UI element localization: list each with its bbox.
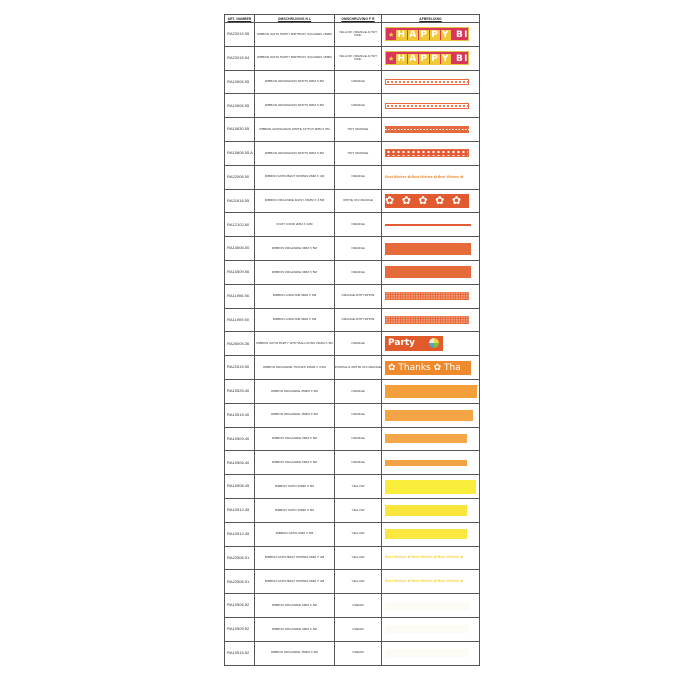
description-cell: RIBBON SATIN 9MM X 5M: [255, 522, 335, 546]
colour-cell: YELLOW, ORANGE & HOT PINK: [335, 46, 382, 70]
colour-cell: ORANGE: [335, 94, 382, 118]
ribbon-image-cell: [382, 165, 480, 189]
colour-cell: YELLOW: [335, 570, 382, 594]
ribbon-image-cell: [382, 332, 480, 356]
art-number-cell: RA10630.55: [225, 118, 255, 142]
table-row: [225, 308, 480, 332]
header-row: [225, 15, 480, 23]
colour-cell: ORANGE WITH WHITE: [335, 308, 382, 332]
art-number-cell: RA10509.52: [225, 617, 255, 641]
description-cell: RIBBON SATIN 25MM X 5M: [255, 475, 335, 499]
colour-cell: ORANGE: [335, 332, 382, 356]
colour-cell: ORANGE: [335, 260, 382, 284]
description-cell: RIBBON ORGANDIE THANKS 15MM X 3.5M: [255, 356, 335, 380]
art-number-cell: RA11906.56: [225, 284, 255, 308]
colour-cell: CREAM: [335, 594, 382, 618]
description-cell: RIBBON ORGANDIE 9MM X 5M: [255, 427, 335, 451]
art-number-cell: RA21615.50: [225, 356, 255, 380]
ribbon-image-cell: [382, 617, 480, 641]
ribbon-solid-image: [385, 505, 467, 516]
description-cell: RIBBON ORGANDIE 6MM X 5M: [255, 451, 335, 475]
art-number-cell: RA22506.51: [225, 570, 255, 594]
ribbon-spots-image: [385, 103, 469, 109]
ribbon-solid-image: [385, 460, 467, 466]
art-number-cell: RA10606.55 A: [225, 141, 255, 165]
art-number-cell: RA22506.50: [225, 165, 255, 189]
colour-cell: ORANGE: [335, 379, 382, 403]
ribbon-image-cell: [382, 522, 480, 546]
table-row: [225, 570, 480, 594]
description-cell: RIBBON SATIN BEST WISHES 6MM X 4M: [255, 546, 335, 570]
colour-cell: ORANGE: [335, 451, 382, 475]
ribbon-image-cell: [382, 427, 480, 451]
art-number-cell: RA21616.55: [225, 189, 255, 213]
description-cell: RIBBON ORGANDIE DAISY 15MM X 3.5M: [255, 189, 335, 213]
table-row: [225, 165, 480, 189]
ribbon-cream-image: [385, 625, 469, 633]
table-row: [225, 70, 480, 94]
description-cell: RIBBON GINGHAM 9MM X 5M: [255, 284, 335, 308]
ribbon-image-cell: [382, 594, 480, 618]
description-cell: KNOT CORD 2MM X 10M: [255, 213, 335, 237]
ribbon-image-cell: [382, 260, 480, 284]
art-number-cell: RA10506.52: [225, 594, 255, 618]
description-cell: RIBBON SATIN BEST WISHES 6MM X 4M: [255, 570, 335, 594]
colour-cell: ORANGE: [335, 427, 382, 451]
ribbon-image-cell: [382, 308, 480, 332]
table-row: [225, 475, 480, 499]
description-cell: RIBBON ORGANDIE 15MM X 5M: [255, 641, 335, 665]
table-row: [225, 451, 480, 475]
description-cell: RIBBON ORGANDIE 15MM X 5M: [255, 403, 335, 427]
colour-cell: HOT ORANGE: [335, 141, 382, 165]
ribbon-gingham-image: [385, 316, 469, 324]
art-number-cell: RA26005.36: [225, 332, 255, 356]
table-row: [225, 94, 480, 118]
ribbon-happy-birthday-image: ★ H A P P Y BI: [385, 27, 469, 41]
description-cell: RIBBON GROSGRAIN SPOTS 9MM X 5M: [255, 141, 335, 165]
knot-cord-image: [385, 224, 471, 227]
art-number-cell: RA10512.45: [225, 498, 255, 522]
ribbon-solid-image: [385, 529, 467, 539]
table-row: [225, 546, 480, 570]
colour-cell: ORANGE: [335, 237, 382, 261]
table-row: [225, 498, 480, 522]
header-image: AFBEELDING: [382, 15, 480, 23]
table-row: [225, 189, 480, 213]
balloon-icon: [429, 338, 439, 348]
description-cell: RIBBON GROSGRAIN WHITE STITCH 9MM X 5M: [255, 118, 335, 142]
table-row: [225, 594, 480, 618]
description-cell: RIBBON ORGANDIE 9MM X 5M: [255, 617, 335, 641]
ribbon-happy-birthday-image: ★ H A P P Y BI: [385, 51, 469, 65]
table-row: [225, 118, 480, 142]
description-cell: RIBBON SATIN HAPPY BIRTHDAY SQUARES 15MM: [255, 46, 335, 70]
ribbon-daisy-image: ✿ ✿ ✿ ✿ ✿ ✿: [385, 193, 480, 207]
description-cell: RIBBON GROSGRAIN SPOTS 9MM X 5M: [255, 94, 335, 118]
description-cell: RIBBON SATIN PARTY WITH BALLOONS 15MM X 3M: [255, 332, 335, 356]
star-icon: ★: [388, 55, 396, 64]
ribbon-spots-image: [385, 79, 469, 85]
colour-cell: WHITE ON ORANGE: [335, 189, 382, 213]
header-art-number: ART. NUMBER: [225, 15, 255, 23]
ribbon-solid-image: [385, 385, 477, 398]
ribbon-image-cell: [382, 213, 480, 237]
ribbon-image-cell: [382, 141, 480, 165]
table-row: [225, 356, 480, 380]
ribbon-party-text: Party: [388, 338, 416, 349]
description-cell: RIBBON GROSGRAIN SPOTS 6MM X 5M: [255, 70, 335, 94]
ribbon-image-cell: [382, 284, 480, 308]
colour-cell: PURPLE & WHITE ON ORANGE: [335, 356, 382, 380]
table-row: [225, 260, 480, 284]
ribbon-party-image: [385, 336, 443, 351]
table-row: [225, 522, 480, 546]
table-row: [225, 284, 480, 308]
ribbon-best-wishes-image: Best Wishes ✿ Best Wishes ✿ Best Wishes ✿: [385, 555, 464, 560]
art-number-cell: RA11909.50: [225, 308, 255, 332]
colour-cell: ORANGE: [335, 213, 382, 237]
ribbon-solid-image: [385, 410, 473, 421]
art-number-cell: RA10508.45: [225, 475, 255, 499]
art-number-cell: RA22015.55: [225, 23, 255, 47]
art-number-cell: RA10606.55: [225, 70, 255, 94]
ribbon-image-cell: [382, 189, 480, 213]
ribbon-stitch-image: [385, 126, 469, 133]
star-icon: ★: [388, 31, 396, 40]
ribbon-image-cell: [382, 498, 480, 522]
table-row: [225, 141, 480, 165]
header-colour: OMSCHRIJVING F R: [335, 15, 382, 23]
colour-cell: YELLOW: [335, 475, 382, 499]
ribbon-image-cell: [382, 46, 480, 70]
ribbon-organdie-image: [385, 266, 471, 278]
table-row: [225, 237, 480, 261]
description-cell: RIBBON SATIN HAPPY BIRTHDAY SQUARES 15MM: [255, 23, 335, 47]
ribbon-solid-image: [385, 480, 476, 494]
description-cell: RIBBON ORGANDIE 9MM X 5M: [255, 260, 335, 284]
ribbon-spots-image: [385, 149, 469, 157]
ribbon-image-cell: [382, 546, 480, 570]
colour-cell: ORANGE: [335, 403, 382, 427]
colour-cell: ORANGE WITH WHITE: [335, 284, 382, 308]
description-cell: RIBBON GINGHAM 9MM X 5M: [255, 308, 335, 332]
table-row: [225, 641, 480, 665]
art-number-cell: RA10606.50: [225, 237, 255, 261]
ribbon-image-cell: [382, 70, 480, 94]
art-number-cell: RA10515.52: [225, 641, 255, 665]
ribbon-image-cell: [382, 23, 480, 47]
table-row: [225, 379, 480, 403]
colour-cell: HOT ORANGE: [335, 118, 382, 142]
colour-cell: ORANGE: [335, 70, 382, 94]
art-number-cell: RA10509.40: [225, 427, 255, 451]
product-table: [224, 14, 480, 666]
ribbon-thanks-image: ✿ Thanks ✿ Tha: [385, 361, 471, 375]
ribbon-organdie-image: [385, 243, 471, 255]
ribbon-image-cell: [382, 403, 480, 427]
ribbon-cream-image: [385, 602, 469, 610]
ribbon-image-cell: [382, 641, 480, 665]
art-number-cell: RA22015.54: [225, 46, 255, 70]
art-number-cell: RA10525.40: [225, 379, 255, 403]
ribbon-image-cell: [382, 451, 480, 475]
colour-cell: YELLOW: [335, 498, 382, 522]
colour-cell: CREAM: [335, 641, 382, 665]
table-row: [225, 617, 480, 641]
ribbon-image-cell: [382, 94, 480, 118]
ribbon-cream-image: [385, 649, 469, 657]
art-number-cell: RA10506.40: [225, 451, 255, 475]
ribbon-image-cell: [382, 356, 480, 380]
ribbon-image-cell: [382, 379, 480, 403]
art-number-cell: RA10509.56: [225, 260, 255, 284]
ribbon-image-cell: [382, 118, 480, 142]
art-number-cell: RA22506.51: [225, 546, 255, 570]
table-row: [225, 403, 480, 427]
art-number-cell: RA10606.55: [225, 94, 255, 118]
colour-cell: ORANGE: [335, 165, 382, 189]
description-cell: RIBBON SATIN BEST WISHES 6MM X 4M: [255, 165, 335, 189]
table-row: [225, 46, 480, 70]
colour-cell: YELLOW, ORANGE & HOT PINK: [335, 23, 382, 47]
table-row: [225, 23, 480, 47]
colour-cell: CREAM: [335, 617, 382, 641]
ribbon-image-cell: [382, 475, 480, 499]
description-cell: RIBBON ORGANDIE 6MM X 5M: [255, 594, 335, 618]
table-row: [225, 213, 480, 237]
description-cell: RIBBON ORGANDIE 9MM X 5M: [255, 237, 335, 261]
ribbon-solid-image: [385, 434, 467, 443]
ribbon-best-wishes-image: Best Wishes ✿ Best Wishes ✿ Best Wishes ✿: [385, 174, 464, 179]
ribbon-best-wishes-image: Best Wishes ✿ Best Wishes ✿ Best Wishes ✿: [385, 579, 464, 584]
art-number-cell: RA10515.40: [225, 403, 255, 427]
table-row: [225, 332, 480, 356]
description-cell: RIBBON SATIN 15MM X 5M: [255, 498, 335, 522]
ribbon-gingham-image: [385, 292, 469, 300]
header-description: OMSCHRIJVING N L: [255, 15, 335, 23]
description-cell: RIBBON ORGANDIE 25MM X 5M: [255, 379, 335, 403]
ribbon-image-cell: [382, 237, 480, 261]
ribbon-image-cell: [382, 570, 480, 594]
colour-cell: YELLOW: [335, 522, 382, 546]
art-number-cell: RA12102.60: [225, 213, 255, 237]
colour-cell: YELLOW: [335, 546, 382, 570]
art-number-cell: RA10512.45: [225, 522, 255, 546]
table-row: [225, 427, 480, 451]
